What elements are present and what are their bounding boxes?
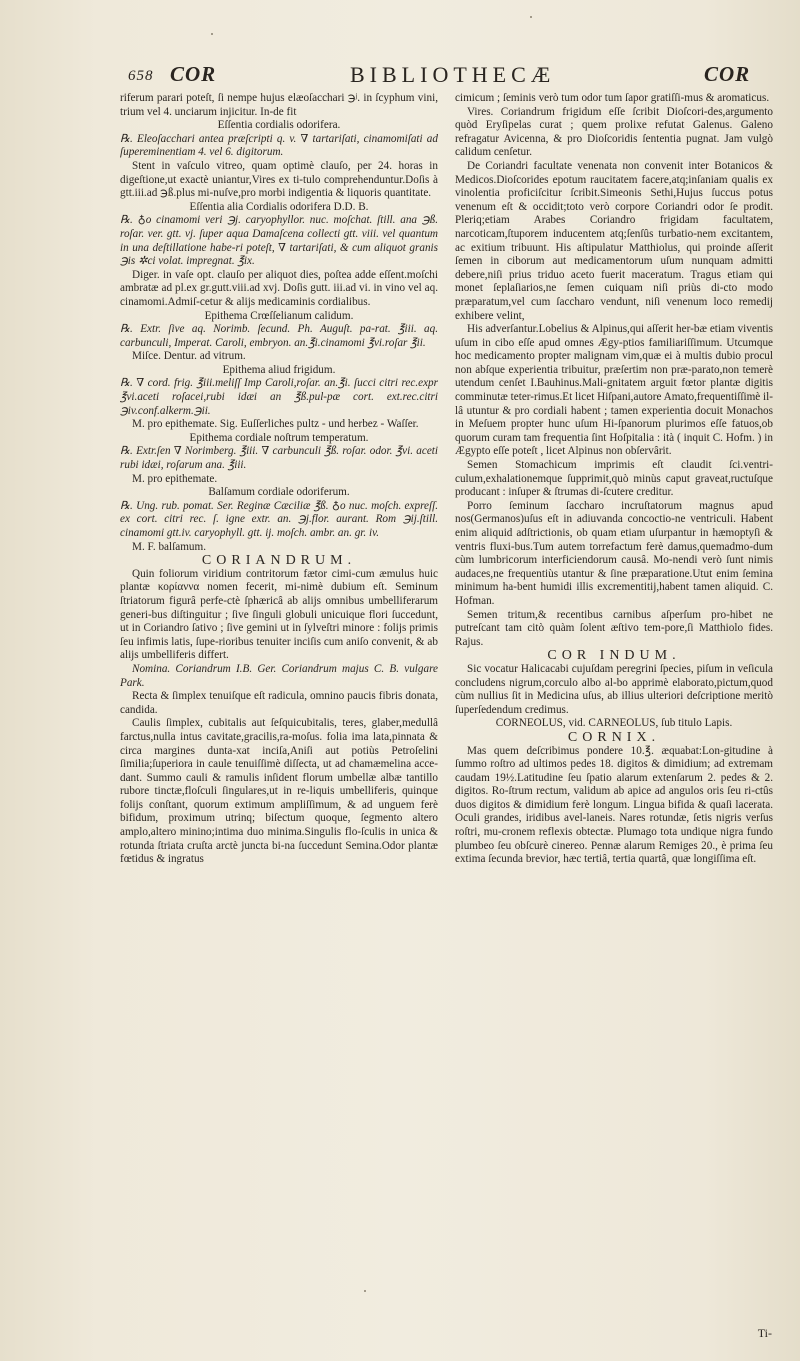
catchword: Ti- (757, 1326, 772, 1340)
paragraph: Quin foliorum viridium contritorum fætor cimi-cum æmulus huic plantæ κορίαννα nomen fecerit, mi-nimè dubium eſt. Seminum ſtriatorum figurâ perfe-ctè ſphæricâ ab alijs omnibus umbelliferarum generi-bus diſtinguitur ; ſive ſinguli globuli unicuique flori ſuccedunt, ut in Coriandro ſativo ; ſive gemini ut in ſylveſtri minore : folijs primis ſeu infimis latis, ſupe-rioribus tenuiter inciſis cum aniſo convenit, & ab alijs umbelliferis differt. (120, 567, 438, 662)
section-heading: Balſamum cordiale odoriferum. (208, 486, 350, 499)
entry-heading: CORNIX. (567, 729, 661, 745)
paragraph: Vires. Coriandrum frigidum eſſe ſcribit Dioſcori-des,argumento quòd Eryſipelas curat ; quem prolixe refutat Galenus. Galeno refragatur Avicenna, & pro Dioſcoridis ſententia pugnat. Jam vulgò calidum cenſetur. (455, 105, 773, 159)
section-heading: Epithema aliud frigidum. (222, 363, 336, 376)
paragraph: Semen Stomachicum imprimis eſt claudit ſci.ventri-culum,exhalationemque ſupprimit,quò minùs caput graveat,ructuſque producant : inſuper & ſtrumas di-ſcutere creditur. (455, 459, 773, 499)
cross-reference: CORNEOLUS, vid. CARNEOLUS, ſub titulo Lapis. (495, 717, 733, 730)
recipe: ℞. Ung. rub. pomat. Ser. Reginæ Cæciliæ ℥ß. ♁o nuc. moſch. expreſſ. ex cort. citri rec. ſ. igne extr. an. ℈j.flor. aurant. Rom ℈ij.ſtill. cinamomi gtt.iv. caryophyll. gtt. ij. moſch. ambr. an. gr. iv. (120, 499, 438, 539)
paper-speck (364, 1290, 366, 1292)
paragraph: Semen tritum,& recentibus carnibus aſperſum pro-hibet ne putreſcant tam citò quàm ſolent æſtivo tem-pore,ſi Matthiolo fides. Rajus. (455, 608, 773, 648)
paragraph: M. pro epithemate. Sig. Euſſerliches pultz - und herbez - Waſſer. (132, 418, 419, 431)
running-header (128, 62, 770, 90)
recipe: ℞. Extr. ſive aq. Norimb. ſecund. Ph. Auguſt. pa-rat. ℥iii. aq. carbunculi, Imperat. Caroli, embryon. an.℥i.cinamomi ℥vi.roſar ℥ii. (120, 323, 438, 349)
paragraph: M. pro epithemate. (132, 472, 218, 485)
paper-speck (211, 33, 213, 35)
paragraph: riferum parari poteſt, ſi nempe hujus elæoſacchari ℈ʲ. in ſcyphum vini, trium vel 4. unciarum injicitur. In-de fit (120, 92, 438, 118)
section-heading: Epithema cordiale noſtrum temperatum. (189, 431, 369, 444)
paragraph: cimicum ; ſeminis verò tum odor tum ſapor gratiſſi-mus & aromaticus. (455, 92, 770, 104)
recipe: ℞. Eleoſacchari antea præſcripti q. v. ∇ tartariſati, cinamomiſati ad ſupereminentiam 4. vel 6. digitorum. (120, 132, 438, 159)
paper-speck (530, 16, 532, 18)
paragraph: Caulis ſimplex, cubitalis aut ſeſquicubitalis, teres, glaber,medullâ farctus,nulla intus cavitate,gracilis,ra-moſus. folia ima lata,pinnata & circa margines dunta-xat inciſa,Aniſi aut potiùs Petroſelini ſimilia;ſuperiora in caule tenuiſſimè diſſecta, ut ad chamæmelina acce-dant. Summo cauli & ramulis inſident florum umbellæ albæ tantillo rubore tinctæ,floſculi ſingulares,ut in re-liquis umbelliferis, quinque folijs conſtant, quorum extimum ampliſſimum, & ad unguem ferè bifidum, proximum utrinq; biſectum quoque, ſegmento altero amplo,altero minino;intima duo minima.Singulis flo-ſculis in unica & rotunda ſtriata cruſta arctè juncta bi-na ſuccedunt Semina.Odor plantæ fœtidus & ingratus (120, 717, 438, 866)
section-heading: Eſſentia cordialis odorifera. (217, 119, 341, 132)
paragraph: Miſce. Dentur. ad vitrum. (132, 350, 246, 363)
paragraph: Stent in vaſculo vitreo, quam optimè clauſo, per 24. horas in digeſtione,ut exactè uniantur,Vires ex ti-tulo comprehenduntur.Doſis à gtt.iii.ad ℈ß.plus mi-nuſve,pro morbi indigentia & liquoris quantitate. (120, 159, 438, 200)
section-heading: Eſſentia alia Cordialis odorifera D.D. B. (189, 200, 369, 213)
header-title: BIBLIOTHECÆ (350, 62, 556, 87)
paragraph: Porro ſeminum ſaccharo incruſtatorum magnus apud nos(Germanos)uſus eſt in adiuvanda concoctio-ne ventriculi. Habent enim aliquid adſtrictionis, ob quam etiam uſurpantur in hæmoptyſi & ventris fluxi-bus.Tum autem torrefactum ferè damus,quemadmo-dum cùm lumbricorum interficiendorum causâ. Mo-nendi verò ſunt nimis audaces,ne frequentiùs utantur & ſine præparatione.Utut enim ſemina minimum ha-bent humidi illis excrementitij,habent tamen aliquid. C. Hofman. (455, 499, 773, 607)
left-column (120, 92, 438, 867)
entry-heading: CORIANDRUM. (201, 553, 357, 569)
paragraph: Nomina. Coriandrum I.B. Ger. Coriandrum majus C. B. vulgare Park. (120, 662, 438, 689)
paragraph: His adverſantur.Lobelius & Alpinus,qui aſſerit her-bæ etiam viventis uſum in cibo eſſe apud omnes Ægy-ptios familiariſſimum. Utcumque hoc medicamento propter malignam vim,quæ ei à multis dubio procul non abſque experientia tribuitur, præſertim non præ-parato,non temerè utendum cenſet I.Bauhinus.Mali-gnitatem arguit fœtor plantæ digitis comminutæ teter-rimus.Et licet Hiſpani,autore Amato,frequentiſſimè il-lâ utuntur & pro cordiali habent ; tamen experientia docuit Monachos in Meſuem propter hunc uſum Hi-ſpanorum plurimos eſſe fatuos,ob quorum curam tam frequentia ſint Hoſpitalia : ità ( inquit C. Hofm. ) in Ægypto eſſe poteſt , licet Alpinus non obſervârit. (455, 323, 773, 458)
section-heading: Epithema Crœſſelianum calidum. (204, 309, 354, 322)
recipe: ℞. Extr.ſen ∇ Norimberg. ℥iii. ∇ carbunculi ℥ß. roſar. odor. ℥vi. aceti rubi idæi, roſarum ana. ℥iii. (120, 445, 438, 472)
paragraph: Sic vocatur Halicacabi cujuſdam peregrini ſpecies, piſum in veſicula concludens nigrum,corculo albo al-bo apprimè elaborato,pictum,quod cùm nullius ſit in Medicina uſus, ab illius ulteriori deſcriptione meritò ſuperſedendum credimus. (455, 662, 773, 716)
header-right-word: COR (704, 62, 751, 86)
header-left-word: COR (170, 62, 217, 86)
recipe: ℞. ♁o cinamomi veri ℈j. caryophyllor. nuc. moſchat. ſtill. ana ℈ß. roſar. ver. gtt. vj. ſuper aqua Damaſcena collecti gtt. viii. vel quantum in una deſtillatione habe-ri poteſt, ∇ tartariſati, & cum aliquot granis ℈is ✲ci volat. impregnat. ℥ix. (120, 214, 438, 268)
page-number: 658 (128, 68, 154, 84)
paragraph: Recta & ſimplex tenuiſque eſt radicula, omnino paucis fibris donata, candida. (120, 690, 438, 716)
paragraph: M. F. balſamum. (132, 540, 206, 553)
entry-heading: COR INDUM. (547, 648, 681, 664)
recipe: ℞. ∇ cord. frig. ℥iii.meliſſ Imp Caroli,roſar. an.℥i. ſucci citri rec.expr ℥vi.aceti roſacei,rubi idæi an ℥ß.pul-pæ cort. ext.rec.citri ℈iv.conf.alkerm.℈ii. (120, 377, 438, 417)
paragraph: Diger. in vaſe opt. clauſo per aliquot dies, poſtea adde eſſent.moſchi ambratæ ad pl.ex gr.gutt.viii.ad xvj. Doſis gutt. iii.ad vi. in vino vel aq. cinamomi.Admiſ-cetur & alijs medicaminis cordialibus. (120, 268, 438, 308)
paragraph: De Coriandri facultate venenata non convenit inter Botanicos & Medicos.Dioſcorides epotum raucitatem facere,atq;inſaniam qualis ex vinolentia proficiſcitur ſcribit.Simeonis Sethi,Hujus ſuccus potus venenum eſt & occidit;toto verò corpore Coriandri odor ſe prodit. Pleriq;etiam Arabes Coriandro frigidam facultatem, narcoticam,ſtuporem inducentem atq;ſenſûs turbatio-nem excitantem, ac exitium tribuunt. His aſtipulatur Matthiolus, qui proinde aſſerit ſemen in ciborum aut medicamentorum uſum nunquam admitti debere,niſi prius triduo aceto fuerit maceratum. Tragus etiam qui monet ſeplaſiarios,ne ſemen cuiquam niſi priùs di-cto modo præparatum,vel cum ſaccharo vendunt, niſi venenum loco remedij exhibere velint, (455, 159, 773, 322)
right-column (455, 92, 773, 867)
paragraph: Mas quem deſcribimus pondere 10.℥. æquabat:Lon-gitudine à ſummo roſtro ad ultimos pedes 18. digitos & dimidium; ad extremam caudam 19½.Latitudine ſeu ſpatio alarum extenſarum 2. pedes & 2. digitos. Ro-ſtrum rectum, validum ab apice ad angulos oris ſeu ri-ctûs duos digitos & dimidium ferè longum. Lingua bifida & quaſi lacerata. Oculi grandes, iridibus avel-laneis. Nares rotundæ, ſetis nigris verſus roſtri, mu-cronem reflexis obtectæ. Plumago tota undique nigra fundo plumbeo ſeu obſcurè cinereo. Pennæ alarum Remiges 20., è prima ſeu extima ſecunda brevior, hæc tertiâ, tertia quartâ, quæ longiſſima eſt. (455, 744, 773, 866)
